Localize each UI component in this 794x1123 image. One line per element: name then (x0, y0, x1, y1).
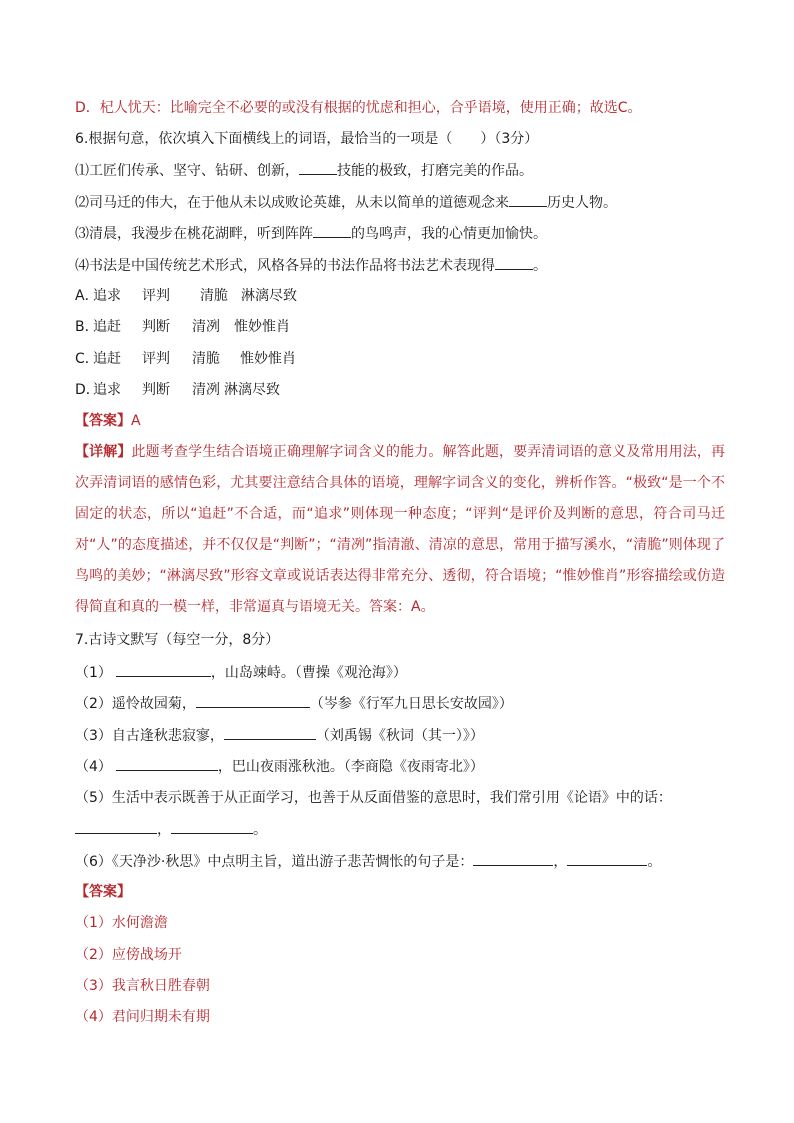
option-word: 评判 (142, 351, 170, 367)
q7-line-6 (75, 851, 724, 872)
fill-blank (495, 255, 533, 270)
q7-l3-post: （刘禹锡《秋词（其一）》） (315, 728, 484, 744)
answer-num: （4） (75, 1009, 112, 1025)
option-word: 清冽 (192, 319, 220, 335)
q7-line-4 (75, 756, 724, 777)
q7-l2-post: （岑参《行军九日思长安故园》） (309, 696, 513, 712)
q7-answer-1 (75, 913, 724, 933)
fill-blank (196, 693, 310, 708)
q6-s4-pre: ⑷书法是中国传统艺术形式，风格各异的书法作品将书法艺术表现得 (75, 258, 495, 274)
q6-s3-post: 的鸟鸣声，我的心情更加愉快。 (351, 226, 547, 242)
q7-l4-num: （4） (75, 759, 112, 775)
q7-l2-num: （2） (75, 696, 112, 712)
fill-blank (509, 192, 547, 207)
q7-answer-tag: 【答案】 (75, 884, 131, 900)
q7-l3-pre: 自古逢秋悲寂寥， (111, 728, 224, 744)
q6-answer-value: A (131, 413, 141, 429)
q7-answer-3 (75, 976, 724, 996)
q6-detail-text: 此题考查学生结合语境正确理解字词含义的能力。解答此题，要弄清词语的意义及常用用法，再次弄清词语的感情色彩，尤其要注意结合具体的语境，理解字词含义的变化，辨析作答。“极致“是一个不固定的状态，所以“追赶”不合适，而“追求”则体现一种态度；“评判“是评价及判断的意思，符合司马迁对“人”的态度描述，并不仅仅是“判断”；“清冽”指清澈、清凉的意思，常用于描写溪水，“清脆”则体现了鸟鸣的美妙；“淋漓尽致”形容文章或说话表达得非常充分、透彻，符合语境；“惟妙惟肖”形容描绘或仿造得简直和真的一模一样，非常逼真与语境无关。答案：A。 (75, 444, 726, 615)
q6-sentence-1 (75, 160, 724, 181)
answer-num: （2） (75, 947, 112, 963)
detail-tag: 【详解】 (75, 444, 132, 460)
option-word: 追赶 (93, 319, 121, 335)
separator: ， (157, 822, 171, 838)
option-letter: D． (75, 382, 100, 398)
q6-stem: 6.根据句意，依次填入下面横线上的词语，最恰当的一项是（ ）（3分） (75, 131, 539, 147)
q7-l1-num: （1） (75, 665, 112, 681)
answer-text: 君问归期未有期 (111, 1009, 210, 1025)
option-word: 清冽 (192, 382, 220, 398)
answer-tag: 【答案】 (75, 413, 131, 429)
answer-num: （3） (75, 978, 112, 994)
sentence-end: 。 (253, 822, 267, 838)
q6-sentence-4 (75, 255, 724, 276)
q7-line-5: （5）生活中表示既善于从正面学习，也善于从反面借鉴的意思时，我们常引用《论语》中的话： (75, 790, 672, 806)
fill-blank (313, 223, 351, 238)
q6-s2-pre: ⑵司马迁的伟大，在于他从未以成败论英雄，从未以简单的道德观念来 (75, 195, 509, 211)
q7-stem: 7.古诗文默写（每空一分，8分） (75, 632, 280, 648)
q7-line-1 (75, 662, 724, 683)
fill-blank (299, 160, 337, 175)
fill-blank (224, 725, 316, 740)
q7-l4-post: ，巴山夜雨涨秋池。（李商隐《夜雨寄北》） (217, 759, 484, 775)
q6-s2-post: 历史人物。 (547, 195, 617, 211)
q7-line-2 (75, 693, 724, 714)
q7-answer-4 (75, 1007, 724, 1027)
fill-blank (567, 851, 647, 866)
fill-blank (171, 819, 253, 834)
q6-s1-pre: ⑴工匠们传承、坚守、钻研、创新， (75, 163, 299, 179)
option-word: 判断 (142, 382, 170, 398)
q6-option-b (75, 317, 724, 337)
option-letter: C． (75, 351, 99, 367)
sentence-end: 。 (647, 854, 662, 870)
option-word: 评判 (142, 288, 170, 304)
q6-option-c (75, 349, 724, 369)
option-word: 追求 (93, 382, 121, 398)
q7-l6-pre: （6）《天净沙·秋思》中点明主旨，道出游子悲苦惆怅的句子是： (75, 854, 474, 870)
q6-s1-post: 技能的极致，打磨完美的作品。 (337, 163, 533, 179)
answer-text: 应傍战场开 (111, 947, 182, 963)
option-word: 追赶 (93, 351, 121, 367)
q6-detail (75, 437, 725, 623)
q6-sentence-3 (75, 223, 724, 244)
option-word: 淋漓尽致 (241, 288, 297, 304)
q7-line-5-blanks (75, 819, 724, 840)
option-word: 惟妙惟肖 (234, 319, 290, 335)
answer-text: 水何澹澹 (111, 915, 168, 931)
q7-l3-num: （3） (75, 728, 112, 744)
answer-num: （1） (75, 915, 112, 931)
option-word: 清脆 (200, 288, 228, 304)
q7-l1-post: ，山岛竦峙。（曹操《观沧海》） (210, 665, 407, 681)
fill-blank (116, 756, 218, 771)
fill-blank (473, 851, 553, 866)
option-word: 追求 (93, 288, 121, 304)
option-letter: A． (75, 288, 99, 304)
answer-text: 我言秋日胜春朝 (111, 978, 210, 994)
option-letter: B． (75, 319, 99, 335)
fill-blank (116, 662, 211, 677)
option-word: 清脆 (192, 351, 220, 367)
q6-option-a (75, 286, 724, 306)
q6-sentence-2 (75, 192, 724, 213)
option-word: 惟妙惟肖 (240, 351, 296, 367)
prev-option-d: D．杞人忧天：比喻完全不必要的或没有根据的忧虑和担心，合乎语境，使用正确；故选C。 (75, 100, 642, 116)
separator: ， (553, 854, 568, 870)
q7-line-3 (75, 725, 724, 746)
q6-s3-pre: ⑶清晨，我漫步在桃花湖畔，听到阵阵 (75, 226, 313, 242)
q6-s4-post: 。 (533, 258, 547, 274)
q6-option-d (75, 380, 724, 400)
option-word: 淋漓尽致 (224, 382, 280, 398)
fill-blank (75, 819, 157, 834)
option-word: 判断 (142, 319, 170, 335)
q7-answer-2 (75, 945, 724, 965)
q6-answer (75, 411, 724, 431)
q7-l2-pre: 遥怜故园菊， (111, 696, 196, 712)
